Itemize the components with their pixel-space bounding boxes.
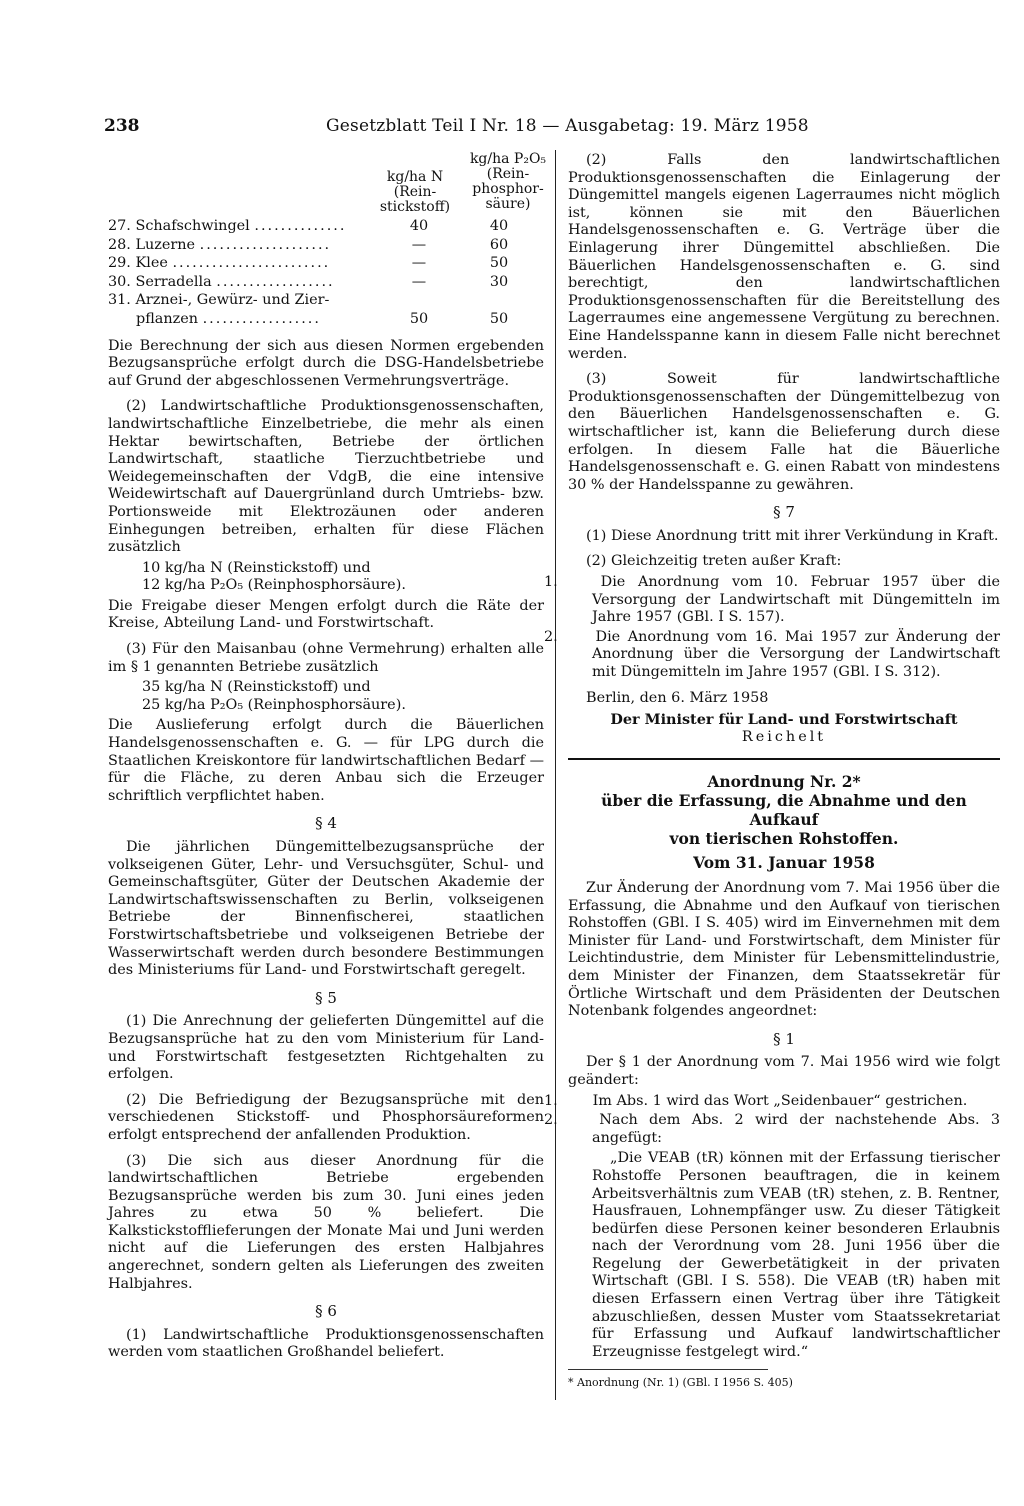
list-text: Nach dem Abs. 2 wird der nachstehende Abs. 3 angefügt: [592, 1112, 1001, 1146]
right-column [544, 152, 1001, 1392]
table-cell-p: 50 [489, 255, 509, 272]
table-cell-n: 50 [409, 310, 429, 327]
amount-line: 12 kg/ha P₂O₅ (Reinphosphorsäure). [142, 577, 406, 594]
signer-name: Reichelt [741, 728, 827, 745]
section-heading: § 1 [773, 1029, 795, 1048]
list-item [544, 574, 1000, 627]
list-text: Im Abs. 1 wird das Wort „Seidenbauer“ gestrichen. [592, 1092, 968, 1109]
paragraph: (3) Soweit für landwirtschaftliche Produktionsgenossenschaften der Düngemittelbezug von den Bäuerlichen Handelsgenossenschaften e. G. wirtschaftlicher ist, kann die Belieferung durch diese erfolgen. In diesem Falle hat die Bäuerliche Handelsgenossenschaft e. G. einen Rabatt von mindestens 30 % der Handelsspanne zu gewähren. [568, 371, 1000, 493]
paragraph: (2) Landwirtschaftliche Produktionsgenossenschaften, landwirtschaftliche Einzelbetriebe, die mehr als einen Hektar bewirtschaften, Betriebe der örtlichen Landwirtschaft, staatliche Tierzuchtbetriebe und Weidegemeinschaften der VdgB, die eine intensive Weidewirtschaft auf Dauergrünland durch Umtriebs- bzw. Portionsweide mit Elektrozäunen oder anderen Einhegungen betreiben, erhalten für diese Flächen zusätzlich [108, 398, 544, 556]
quoted-paragraph: „Die VEAB (tR) können mit der Erfassung tierischer Rohstoffe Personen beauftragen, die in keinem Arbeitsverhältnis zum VEAB (tR) stehen, z. B. Rentner, Hausfrauen, Lohnempfänger usw. Zu dieser Tätigkeit bedürfen diese Personen keiner besonderen Erlaubnis nach der Verordnung vom 28. Juni 1956 über die Regelung der Gewerbetätigkeit in der privaten Wirtschaft (GBl. I S. 558). Die VEAB (tR) haben mit diesen Erfassern einen Vertrag über ihre Tätigkeit abzuschließen, dessen Muster vom Staatssekretariat für Erfassung und Aufkauf landwirtschaftlicher Erzeugnisse festgelegt wird.“ [592, 1150, 1000, 1360]
table-cell-n: — [411, 255, 427, 272]
paragraph: Die Freigabe dieser Mengen erfolgt durch die Räte der Kreise, Abteilung Land- und Forstwirtschaft. [108, 597, 544, 632]
decree-subtitle: von tierischen Rohstoffen. [669, 829, 899, 849]
paragraph: (3) Für den Maisanbau (ohne Vermehrung) erhalten alle im § 1 genannten Betriebe zusätzlich [108, 641, 544, 675]
table-row-name: 27. Schafschwingel [108, 218, 250, 234]
table-cell-p: 60 [489, 236, 509, 253]
paragraph: (1) Landwirtschaftliche Produktionsgenossenschaften werden vom staatlichen Großhandel beliefert. [108, 1326, 544, 1361]
list-item [544, 1112, 1001, 1147]
list-number: 1. [544, 1092, 558, 1109]
paragraph: (3) Die sich aus dieser Anordnung für die landwirtschaftlichen Betriebe ergebenden Bezugsansprüche werden bis zum 30. Juni eines jeden Jahres zu etwa 50 % beliefert. Die Kalkstickstofflieferungen der Monate Mai und Juni werden nicht auf die Lieferungen des ersten Halbjahres angerechnet, sondern gelten als Lieferungen des zweiten Halbjahres. [108, 1152, 544, 1292]
section-divider [568, 758, 1000, 760]
paragraph: Die Auslieferung erfolgt durch die Bäuerlichen Handelsgenossenschaften e. G. — für LPG durch die Staatlichen Kreiskontore für landwirtschaftlichen Bedarf — für die Fläche, zu deren Anbau sich die Erzeuger schriftlich verpflichtet haben. [108, 717, 544, 804]
paragraph: (1) Die Anrechnung der gelieferten Düngemittel auf die Bezugsansprüche hat zu den vom Ministerium für Land- und Forstwirtschaft festgesetzten Richtgehalten zu erfolgen. [108, 1013, 544, 1083]
decree-subtitle: über die Erfassung, die Abnahme und den Aufkauf [601, 791, 967, 830]
table-col-nitrogen-header: kg/ha N (Rein- stickstoff) [379, 169, 451, 215]
table-cell-n: — [411, 236, 427, 253]
section-heading: § 7 [773, 503, 795, 522]
table-row: pflanzen .................. 50 50 [108, 311, 544, 330]
table-row: 30. Serradella .................. — 30 [108, 274, 544, 293]
table-cell-p: 30 [489, 273, 509, 290]
amount-line: 10 kg/ha N (Reinstickstoff) und [142, 559, 371, 576]
list-item [544, 1092, 1000, 1111]
signer-title: Der Minister für Land- und Forstwirtschaft [610, 711, 958, 729]
table-row-name: 31. Arznei-, Gewürz- und Zier- [108, 292, 330, 309]
paragraph: (2) Falls den landwirtschaftlichen Produktionsgenossenschaften die Einlagerung der Düngemittel mangels eigenen Lagerraumes nicht möglich ist, können sie mit den Bäuerlichen Handelsgenossenschaften e. G. Verträge über die Einlagerung ihrer Düngemittel abschließen. Die Bäuerlichen Handelsgenossenschaften e. G. sind berechtigt, den landwirtschaftlichen Produktionsgenossenschaften für die Bereitstellung des Lagerraumes eine angemessene Vergütung zu berechnen. Eine Handelsspanne kann in diesem Falle nicht berechnet werden. [568, 152, 1000, 362]
table-row-name: 30. Serradella [108, 273, 212, 290]
place-date: Berlin, den 6. März 1958 [586, 689, 769, 706]
table-cell-n: 40 [409, 218, 429, 234]
section-heading: § 4 [315, 814, 337, 833]
paragraph: Zur Änderung der Anordnung vom 7. Mai 1956 über die Erfassung, die Abnahme und den Aufkauf von tierischen Rohstoffen (GBl. I S. 405) wird im Einvernehmen mit dem Minister für Land- und Forstwirtschaft, dem Minister für Leichtindustrie, dem Minister für Lebensmittelindustrie, dem Minister der Finanzen, dem Staatssekretär für Örtliche Wirtschaft und dem Präsidenten der Deutschen Notenbank folgendes angeordnet: [568, 880, 1000, 1020]
paragraph: Die Berechnung der sich aus diesen Normen ergebenden Bezugsansprüche erfolgt durch die DSG-Handelsbetriebe auf Grund der abgeschlossenen Vermehrungsverträge. [108, 337, 544, 389]
amount-line: 35 kg/ha N (Reinstickstoff) und [142, 679, 371, 696]
decree-title: Anordnung Nr. 2* [707, 772, 861, 792]
paragraph: (2) Die Befriedigung der Bezugsansprüche mit den verschiedenen Stickstoff- und Phosphorsäureformen erfolgt entsprechend der anfallenden Produktion. [108, 1091, 544, 1143]
list-text: Die Anordnung vom 16. Mai 1957 zur Änderung der Anordnung über die Versorgung der Landwirtschaft mit Düngemitteln im Jahre 1957 (GBl. I S. 312). [592, 628, 1001, 681]
decree-date: Vom 31. Januar 1958 [693, 853, 875, 873]
table-cell-p: 40 [489, 218, 509, 234]
table-row: 29. Klee ........................ — 50 [108, 255, 544, 274]
table-col-phosphate-header: kg/ha P₂O₅ (Rein- phosphor- säure) [469, 151, 547, 212]
paragraph: Der § 1 der Anordnung vom 7. Mai 1956 wird wie folgt geändert: [568, 1054, 1000, 1088]
list-text: Die Anordnung vom 10. Februar 1957 über die Versorgung der Landwirtschaft mit Düngemitteln im Jahre 1957 (GBl. I S. 157). [592, 574, 1000, 626]
footnote-rule [568, 1369, 768, 1370]
paragraph: (1) Diese Anordnung tritt mit ihrer Verkündung in Kraft. [586, 527, 999, 544]
left-column [108, 151, 547, 1370]
table-row-name: 28. Luzerne [108, 236, 196, 253]
list-number: 2. [544, 628, 558, 645]
table-row: 28. Luzerne .................... — 60 [108, 237, 544, 256]
section-heading: § 5 [315, 988, 337, 1007]
column-divider [555, 150, 556, 1400]
table-row [108, 292, 544, 311]
section-heading: § 6 [315, 1302, 337, 1321]
paragraph: (2) Gleichzeitig treten außer Kraft: [586, 553, 842, 570]
page-number: 238 [104, 116, 140, 136]
table-cell-p: 50 [489, 310, 509, 327]
table-cell-n: — [411, 273, 427, 290]
page-header [104, 116, 998, 140]
list-number: 2. [544, 1112, 558, 1129]
amount-line: 25 kg/ha P₂O₅ (Reinphosphorsäure). [142, 696, 406, 713]
footnote: * Anordnung (Nr. 1) (GBl. I 1956 S. 405) [568, 1376, 793, 1390]
table-row: 27. Schafschwingel .............. 40 40 [108, 218, 544, 237]
paragraph: Die jährlichen Düngemittelbezugsansprüche der volkseigenen Güter, Lehr- und Versuchsgüter, Schul- und Gemeinschaftsgüter, Güter der Deutschen Akademie der Landwirtschaftswissenschaften zu Berlin, volkseigenen Betriebe der Binnenfischerei, staatlichen Forstwirtschaftsbetriebe und volkseigenen Betriebe der Wasserwirtschaft werden durch besondere Bestimmungen des Ministeriums für Land- und Forstwirtschaft geregelt. [108, 839, 544, 979]
fertilizer-table-header [108, 151, 547, 218]
table-row-name: 29. Klee [108, 255, 168, 272]
table-row-name-cont: pflanzen [136, 310, 199, 327]
list-item [544, 628, 1001, 682]
header-title: Gesetzblatt Teil I Nr. 18 — Ausgabetag: 19. März 1958 [326, 116, 809, 136]
list-number: 1. [544, 574, 558, 591]
